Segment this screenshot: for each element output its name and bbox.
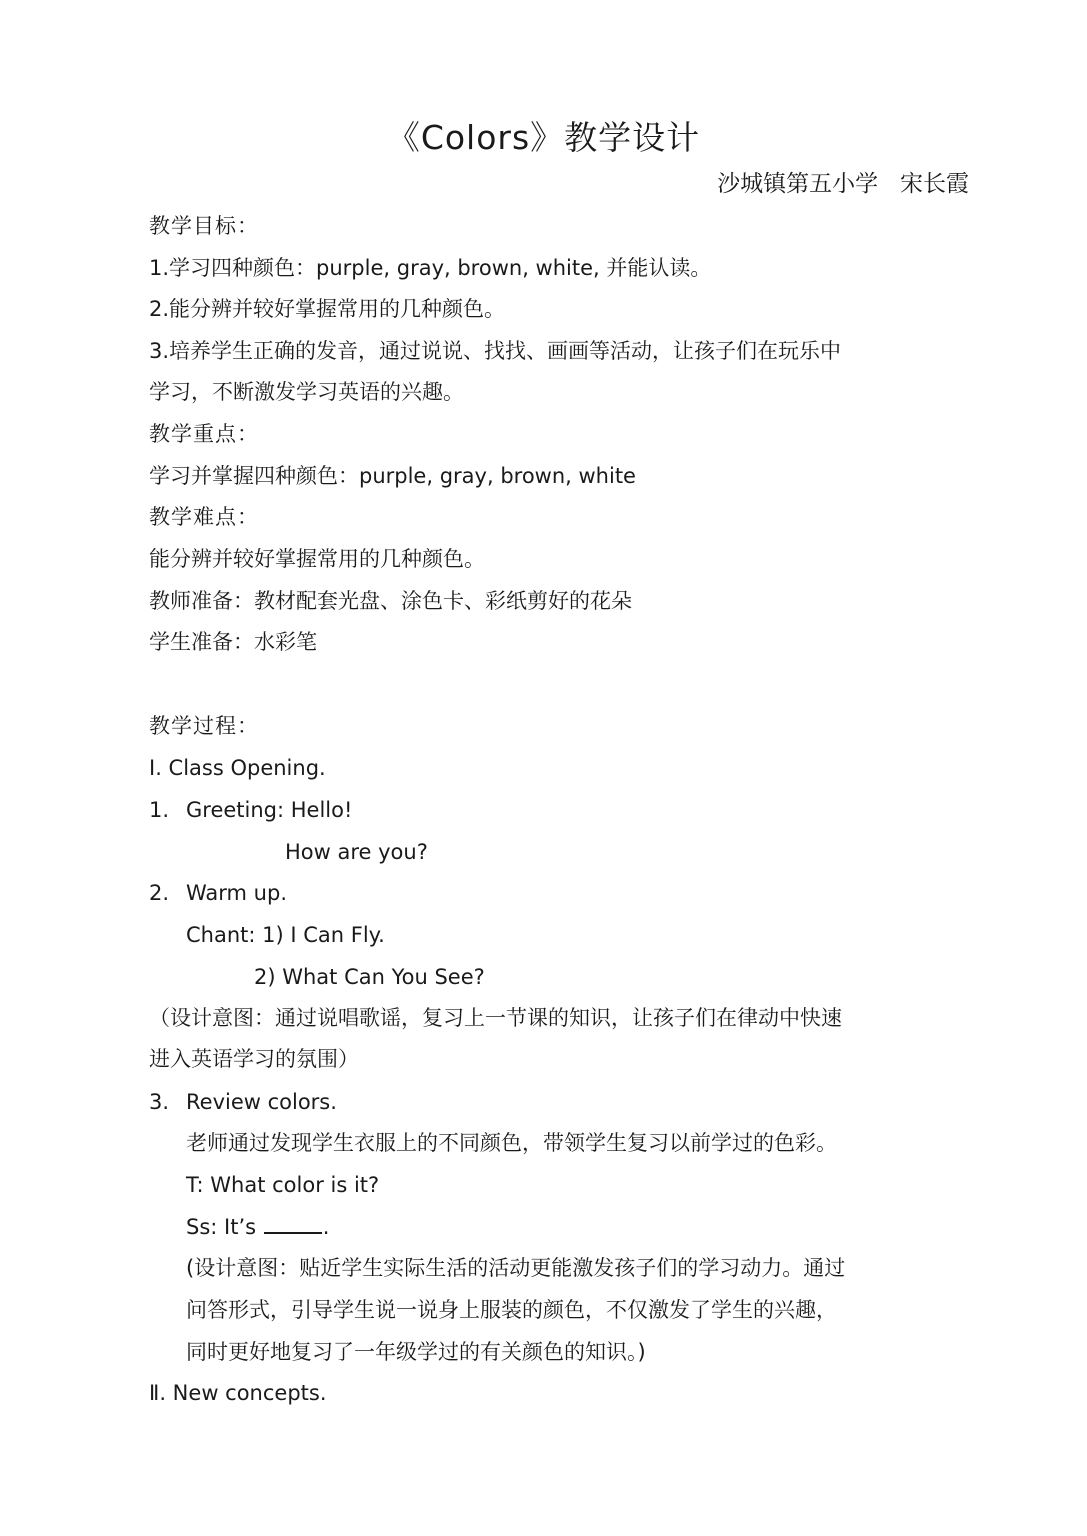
process-heading: 教学过程： xyxy=(149,714,259,738)
step-3-intent-line-2: 问答形式，引导学生说一说身上服装的颜色，不仅激发了学生的兴趣， xyxy=(186,1298,837,1322)
objective-item-3: 3.培养学生正确的发音，通过说说、找找、画画等活动，让孩子们在玩乐中 xyxy=(149,339,842,363)
objectives-heading: 教学目标： xyxy=(149,214,259,238)
step-1-greeting-line2: How are you? xyxy=(285,840,428,864)
student-answer-suffix: . xyxy=(322,1215,330,1239)
step-3-description: 老师通过发现学生衣服上的不同颜色，带领学生复习以前学过的色彩。 xyxy=(186,1131,837,1155)
step-1-number: 1. xyxy=(149,798,170,822)
student-answer-prefix: Ss: It’s xyxy=(186,1215,263,1239)
step-2-warm-up: Warm up. xyxy=(186,881,288,905)
step-3-student-answer xyxy=(186,1209,329,1245)
author-line: 沙城镇第五小学 宋长霞 xyxy=(717,171,969,197)
step-3-number: 3. xyxy=(149,1090,170,1114)
step-3-teacher-question: T: What color is it? xyxy=(186,1173,380,1197)
difficulties-text: 能分辨并较好掌握常用的几种颜色。 xyxy=(149,547,485,571)
step-2-chant-1: Chant: 1) I Can Fly. xyxy=(186,923,385,947)
step-2-intent-line-1: （设计意图：通过说唱歌谣，复习上一节课的知识，让孩子们在律动中快速 xyxy=(149,1006,842,1030)
document-title: 《Colors》教学设计 xyxy=(386,118,701,157)
objective-item-3-continued: 学习，不断激发学习英语的兴趣。 xyxy=(149,380,464,404)
objective-item-1: 1.学习四种颜色：purple, gray, brown, white, 并能认读。 xyxy=(149,256,712,280)
key-points-text: 学习并掌握四种颜色：purple, gray, brown, white xyxy=(149,464,636,488)
step-3-review-colors: Review colors. xyxy=(186,1090,337,1114)
objective-item-2: 2.能分辨并较好掌握常用的几种颜色。 xyxy=(149,297,506,321)
section-class-opening: Ⅰ. Class Opening. xyxy=(149,756,326,780)
key-points-heading: 教学重点： xyxy=(149,422,259,446)
step-1-greeting: Greeting: Hello! xyxy=(186,798,353,822)
answer-blank xyxy=(264,1214,322,1234)
section-new-concepts: Ⅱ. New concepts. xyxy=(149,1381,327,1405)
difficulties-heading: 教学难点： xyxy=(149,505,259,529)
step-2-chant-2: 2) What Can You See? xyxy=(254,965,485,989)
step-3-intent-line-1: (设计意图：贴近学生实际生活的活动更能激发孩子们的学习动力。通过 xyxy=(186,1256,846,1280)
step-2-number: 2. xyxy=(149,881,170,905)
step-3-intent-line-3: 同时更好地复习了一年级学过的有关颜色的知识。) xyxy=(186,1340,646,1364)
step-2-intent-line-2: 进入英语学习的氛围） xyxy=(149,1047,359,1071)
student-prep: 学生准备：水彩笔 xyxy=(149,630,317,654)
teacher-prep: 教师准备：教材配套光盘、涂色卡、彩纸剪好的花朵 xyxy=(149,589,632,613)
